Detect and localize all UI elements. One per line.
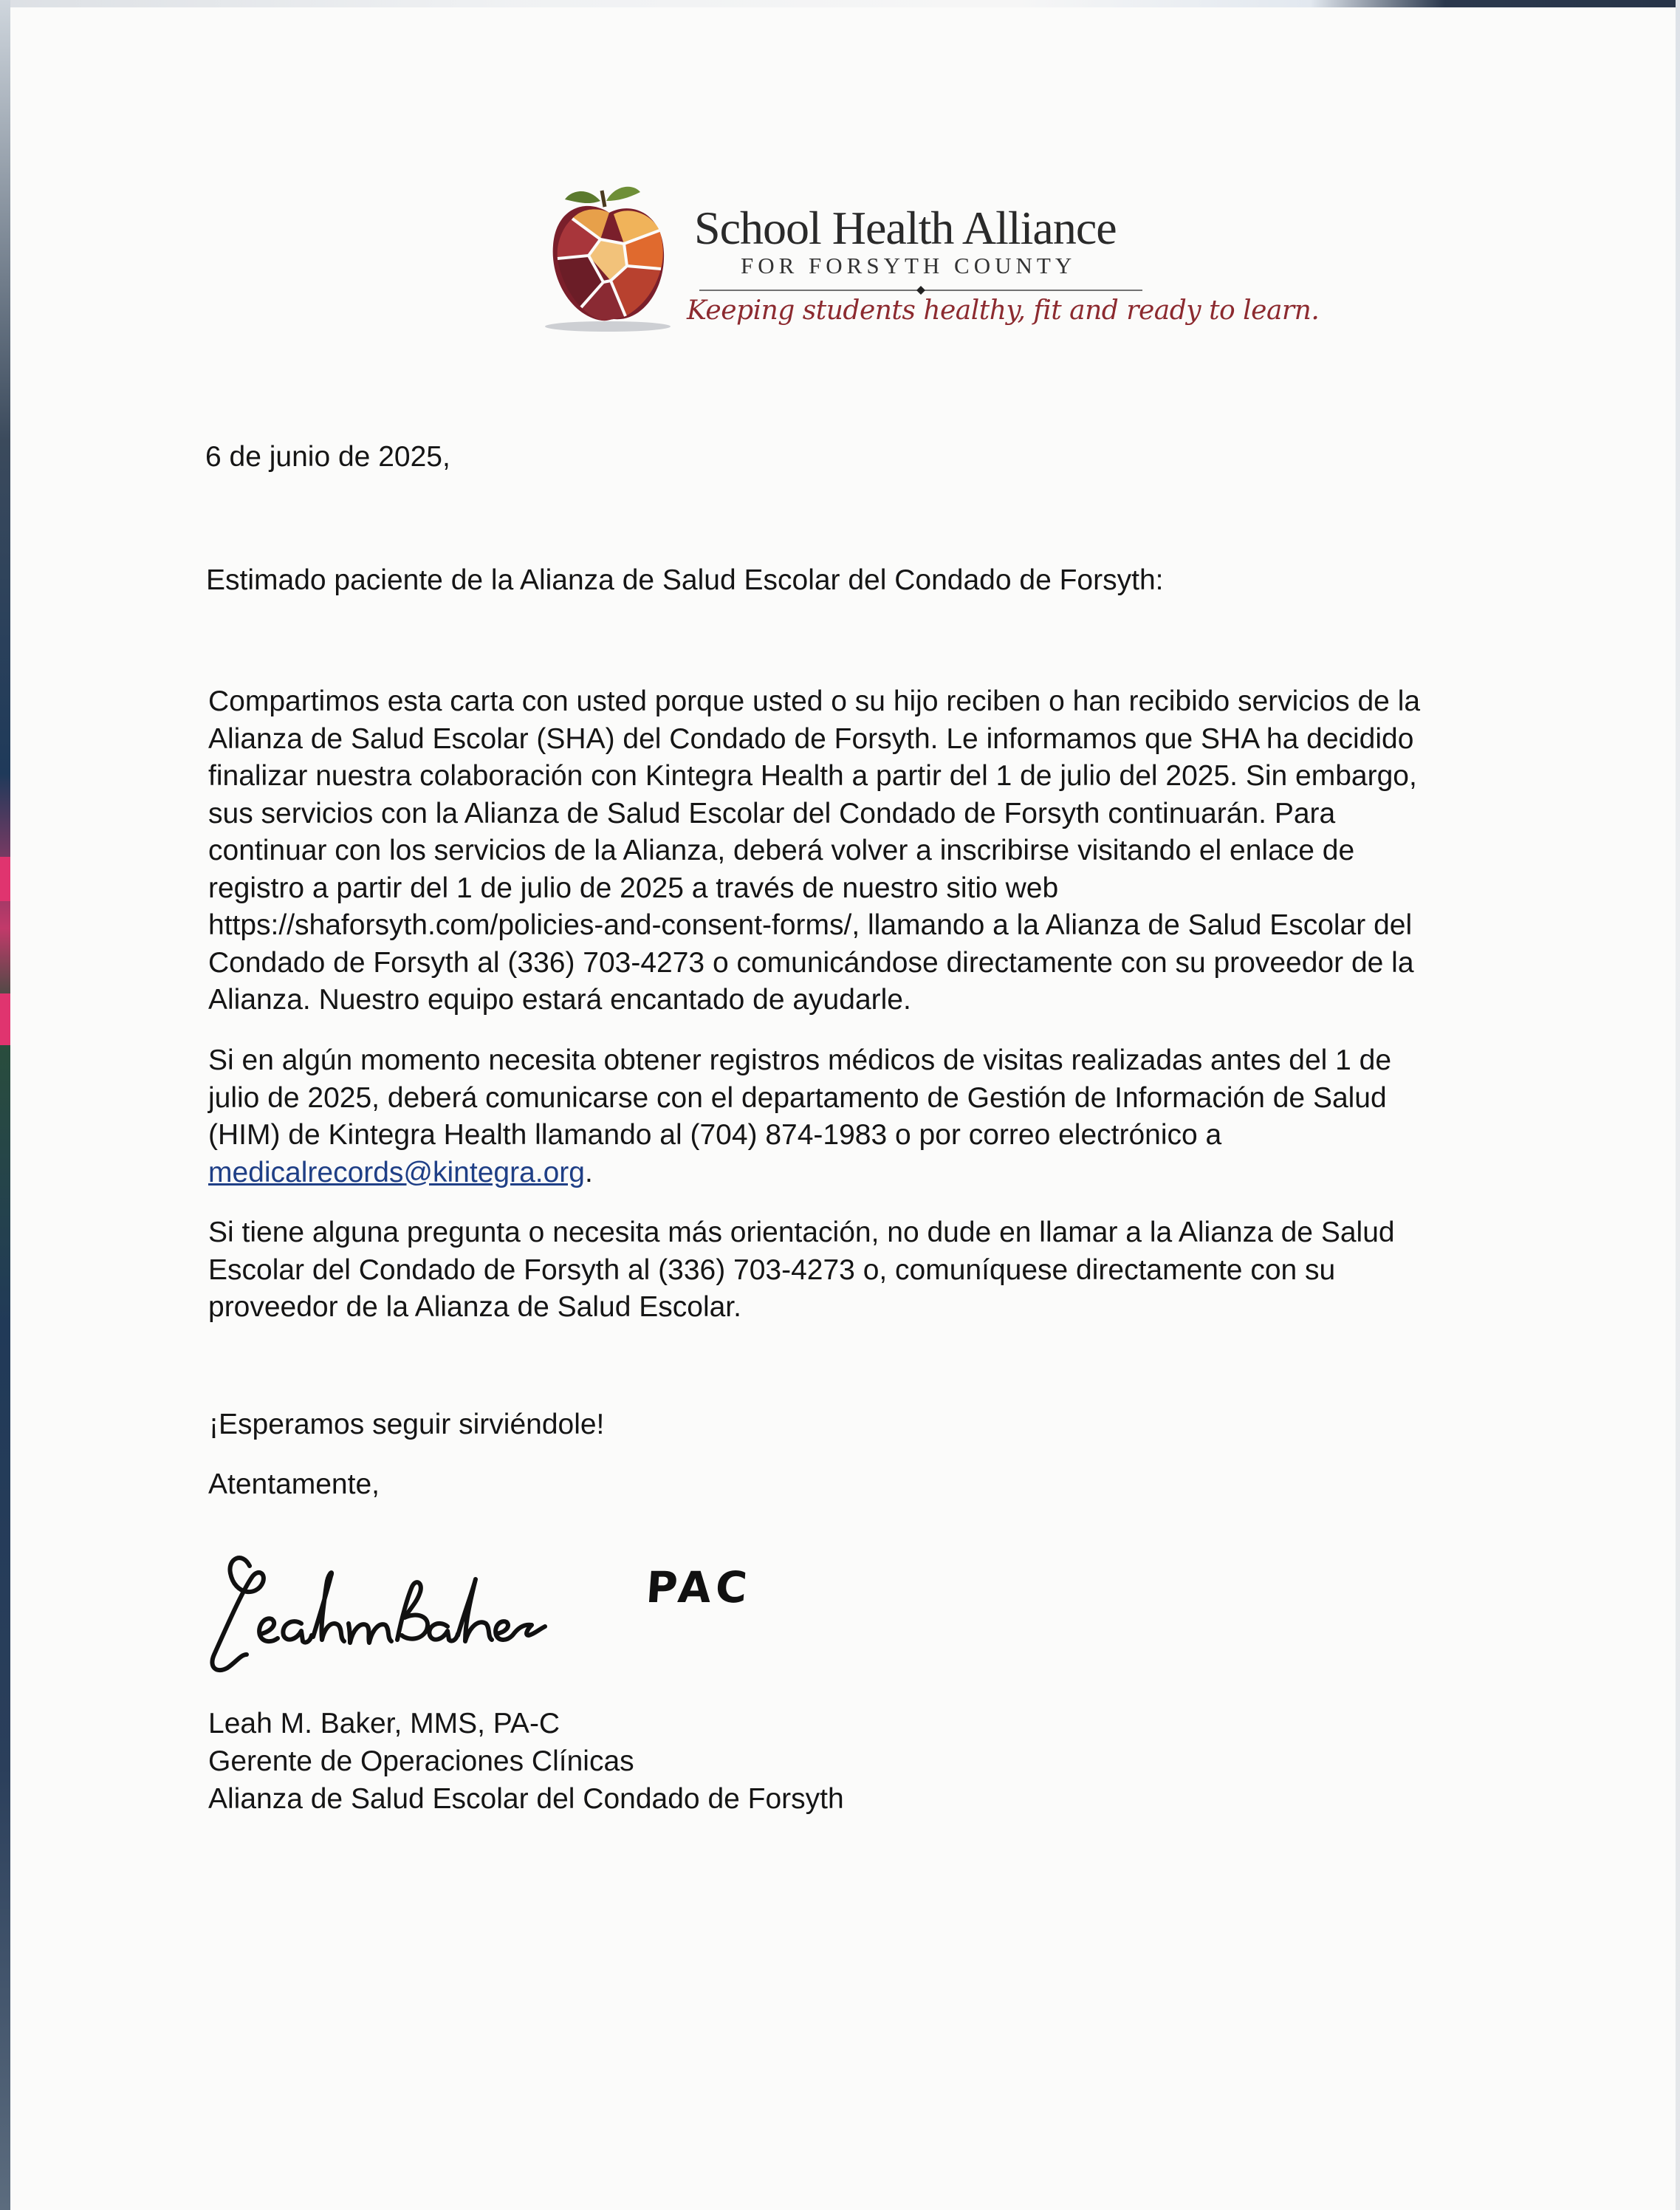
paragraph-line: Si tiene alguna pregunta o necesita más orientación, no dude en llamar a la Alianza de Salud [208,1217,1395,1248]
logo-divider [699,285,1142,295]
salutation: Estimado paciente de la Alianza de Salud Escolar del Condado de Forsyth: [206,564,1164,596]
paragraph-line: Escolar del Condado de Forsyth al (336) 703-4273 o, comuníquese directamente con su [208,1253,1336,1286]
org-subname: FOR FORSYTH COUNTY [741,253,1077,278]
valediction: Atentamente, [208,1468,380,1500]
org-tagline: Keeping students healthy, fit and ready to learn. [687,295,1320,326]
paragraph-line: Si en algún momento necesita obtener registros médicos de visitas realizadas antes del 1 de [208,1044,1392,1076]
email-line [208,1154,1508,1192]
paragraph-line: sus servicios con la Alianza de Salud Escolar del Condado de Forsyth continuarán. Para [208,797,1336,829]
body-paragraph-1 [208,683,1508,1019]
paragraph-line: https://shaforsyth.com/policies-and-consent-forms/, llamando a la Alianza de Salud Escolar del [208,909,1413,941]
letter-date: 6 de junio de 2025, [205,441,450,473]
paragraph-line: julio de 2025, deberá comunicarse con el departamento de Gestión de Información de Salud [208,1081,1387,1114]
body-paragraph-2 [208,1042,1508,1191]
signer-organization: Alianza de Salud Escolar del Condado de Forsyth [208,1783,844,1815]
signer-block [208,1705,844,1818]
paragraph-line: (HIM) de Kintegra Health llamando al (704) 874-1983 o por correo electrónico a [208,1119,1222,1151]
org-name: School Health Alliance [694,202,1117,254]
signer-title: Gerente de Operaciones Clínicas [208,1745,634,1777]
email-link[interactable]: medicalrecords@kintegra.org [208,1156,585,1188]
paragraph-line: Alianza de Salud Escolar (SHA) del Condado de Forsyth. Le informamos que SHA ha decidido [208,722,1414,755]
scan-edge-right [1676,0,1680,2210]
signer-name: Leah M. Baker, MMS, PA-C [208,1708,560,1739]
paragraph-line: continuar con los servicios de la Alianza, deberá volver a inscribirse visitando el enlace de [208,835,1355,866]
paragraph-line: Condado de Forsyth al (336) 703-4273 o comunicándose directamente con su proveedor de la [208,946,1414,979]
body-paragraph-3 [208,1214,1508,1327]
sentence-end: . [584,1156,593,1188]
scan-edge-top [0,0,1680,7]
paragraph-line: Alianza. Nuestro equipo estará encantado de ayudarle. [208,984,911,1016]
paragraph-line: registro a partir del 1 de julio de 2025 a través de nuestro sitio web [208,872,1059,904]
letterhead-logo [543,185,1320,343]
apple-logo-icon [543,185,676,332]
scan-edge-left [0,0,10,2210]
closing-line: ¡Esperamos seguir sirviéndole! [209,1409,605,1440]
paragraph-line: finalizar nuestra colaboración con Kintegra Health a partir del 1 de julio del 2025. Sin embargo, [208,760,1417,792]
signature-credential: PAC [644,1562,754,1612]
paragraph-line: proveedor de la Alianza de Salud Escolar. [208,1291,741,1323]
paragraph-line: Compartimos esta carta con usted porque usted o su hijo reciben o han recibido servicios de la [208,685,1421,717]
